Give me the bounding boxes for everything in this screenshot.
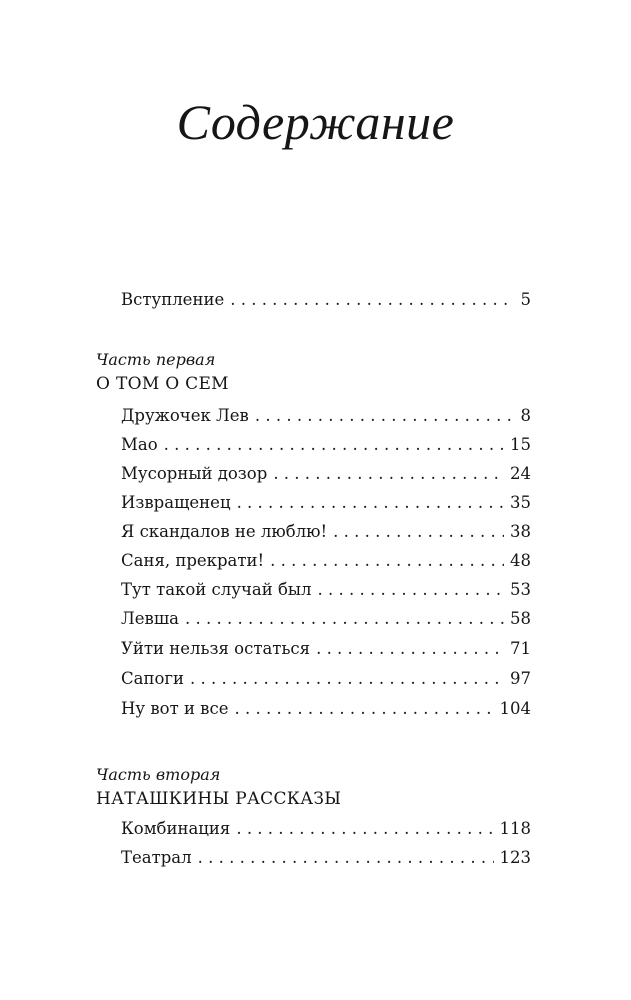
part-one-title: О ТОМ О СЕМ <box>96 374 229 394</box>
toc-entry-label: Уйти нельзя остаться <box>121 639 311 658</box>
dot-leader <box>255 403 515 429</box>
toc-entry-label: Я скандалов не люблю! <box>121 522 328 541</box>
toc-entry-page: 97 <box>510 669 531 688</box>
toc-entry[interactable] <box>121 490 531 516</box>
toc-entry[interactable] <box>121 696 531 722</box>
dot-leader <box>333 519 504 545</box>
toc-entry-page: 35 <box>510 493 531 512</box>
dot-leader <box>236 816 493 842</box>
dot-leader <box>198 845 494 871</box>
toc-entry-intro[interactable] <box>121 287 531 313</box>
toc-entry[interactable] <box>121 666 531 692</box>
toc-entry-label: Мао <box>121 435 158 454</box>
toc-entry-page: 15 <box>510 435 531 454</box>
dot-leader <box>318 577 504 603</box>
toc-entry[interactable] <box>121 606 531 632</box>
toc-entry[interactable] <box>121 519 531 545</box>
toc-entry[interactable] <box>121 816 531 842</box>
toc-entry-label: Левша <box>121 609 179 628</box>
toc-entry-page: 48 <box>510 551 531 570</box>
part-two-label: Часть вторая <box>96 765 221 784</box>
dot-leader <box>185 606 504 632</box>
toc-entry-page: 24 <box>510 464 531 483</box>
toc-entry-label: Ну вот и все <box>121 699 229 718</box>
toc-entry[interactable] <box>121 403 531 429</box>
toc-entry-label: Сапоги <box>121 669 185 688</box>
part-two-title: НАТАШКИНЫ РАССКАЗЫ <box>96 789 342 809</box>
toc-entry-page: 118 <box>499 819 531 838</box>
toc-entry[interactable] <box>121 432 531 458</box>
toc-entry-page: 8 <box>520 406 531 425</box>
toc-entry[interactable] <box>121 577 531 603</box>
toc-entry-page: 123 <box>499 848 531 867</box>
dot-leader <box>273 461 504 487</box>
dot-leader <box>230 287 514 313</box>
page-title: Содержание <box>176 94 455 150</box>
toc-entry-page: 53 <box>510 580 531 599</box>
toc-entry-label: Извращенец <box>121 493 231 512</box>
part-one-label: Часть первая <box>96 350 216 369</box>
toc-entry-label: Комбинация <box>121 819 231 838</box>
dot-leader <box>190 666 504 692</box>
toc-entry-label: Тут такой случай был <box>121 580 312 599</box>
toc-entry-page: 58 <box>510 609 531 628</box>
toc-entry-label: Дружочек Лев <box>121 406 249 425</box>
toc-entry-page: 5 <box>520 290 531 309</box>
dot-leader <box>270 548 504 574</box>
toc-entry-label: Мусорный дозор <box>121 464 268 483</box>
toc-entry[interactable] <box>121 845 531 871</box>
dot-leader <box>237 490 504 516</box>
toc-entry-label: Саня, прекрати! <box>121 551 265 570</box>
dot-leader <box>234 696 493 722</box>
toc-entry-page: 38 <box>510 522 531 541</box>
toc-entry[interactable] <box>121 548 531 574</box>
toc-entry-page: 71 <box>510 639 531 658</box>
toc-entry-label: Театрал <box>121 848 192 867</box>
toc-entry[interactable] <box>121 636 531 662</box>
dot-leader <box>316 636 504 662</box>
dot-leader <box>164 432 504 458</box>
toc-entry[interactable] <box>121 461 531 487</box>
toc-entry-label: Вступление <box>121 290 225 309</box>
toc-entry-page: 104 <box>499 699 531 718</box>
